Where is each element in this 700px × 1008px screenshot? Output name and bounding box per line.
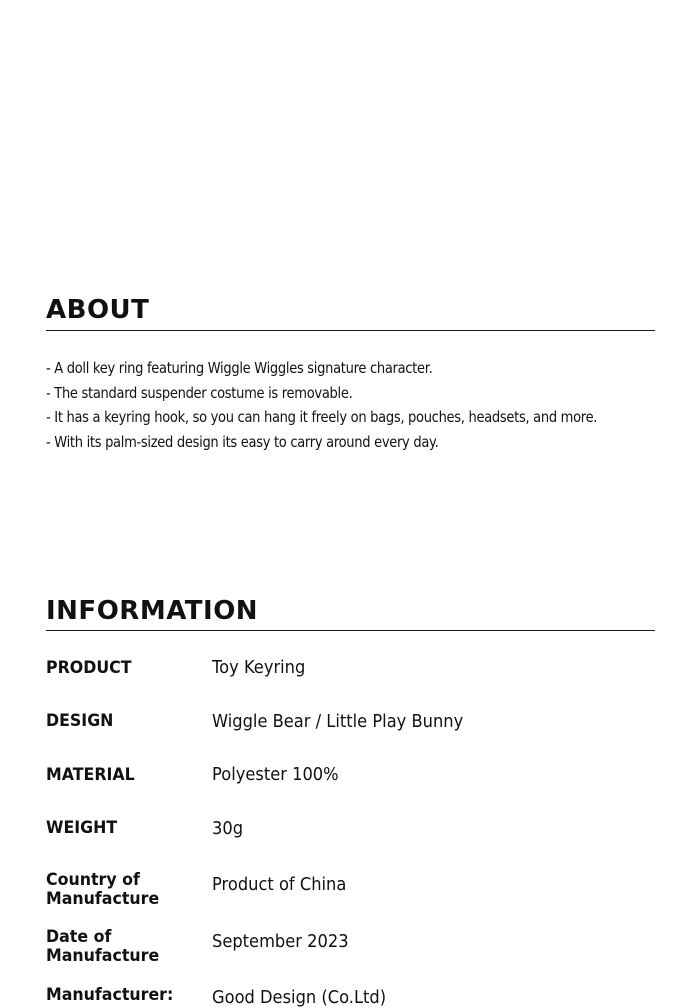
info-label: WEIGHT	[46, 818, 118, 838]
about-item: - With its palm-sized design its easy to carry around every day.	[46, 433, 439, 452]
info-label: MATERIAL	[46, 765, 135, 785]
info-label: Manufacturer:	[46, 985, 174, 1005]
about-item: - It has a keyring hook, so you can hang it freely on bags, pouches, headsets, and more.	[46, 408, 598, 427]
information-heading: INFORMATION	[46, 596, 259, 626]
info-value: 30g	[212, 819, 244, 839]
info-value: Polyester 100%	[212, 765, 339, 785]
about-item: - The standard suspender costume is removable.	[46, 383, 353, 402]
about-divider	[46, 330, 655, 331]
about-heading: ABOUT	[46, 295, 150, 325]
info-label: Country of Manufacture	[46, 870, 160, 909]
info-value: Good Design (Co.Ltd)	[212, 988, 387, 1008]
info-value: Toy Keyring	[212, 658, 306, 678]
information-divider	[46, 630, 655, 631]
info-label: Date of Manufacture	[46, 927, 160, 966]
info-value: September 2023	[212, 932, 349, 952]
info-label: PRODUCT	[46, 658, 132, 678]
about-list	[46, 356, 696, 455]
info-value: Wiggle Bear / Little Play Bunny	[212, 712, 464, 732]
info-value: Product of China	[212, 875, 347, 895]
info-label: DESIGN	[46, 711, 114, 731]
about-item: - A doll key ring featuring Wiggle Wiggles signature character.	[46, 359, 433, 377]
